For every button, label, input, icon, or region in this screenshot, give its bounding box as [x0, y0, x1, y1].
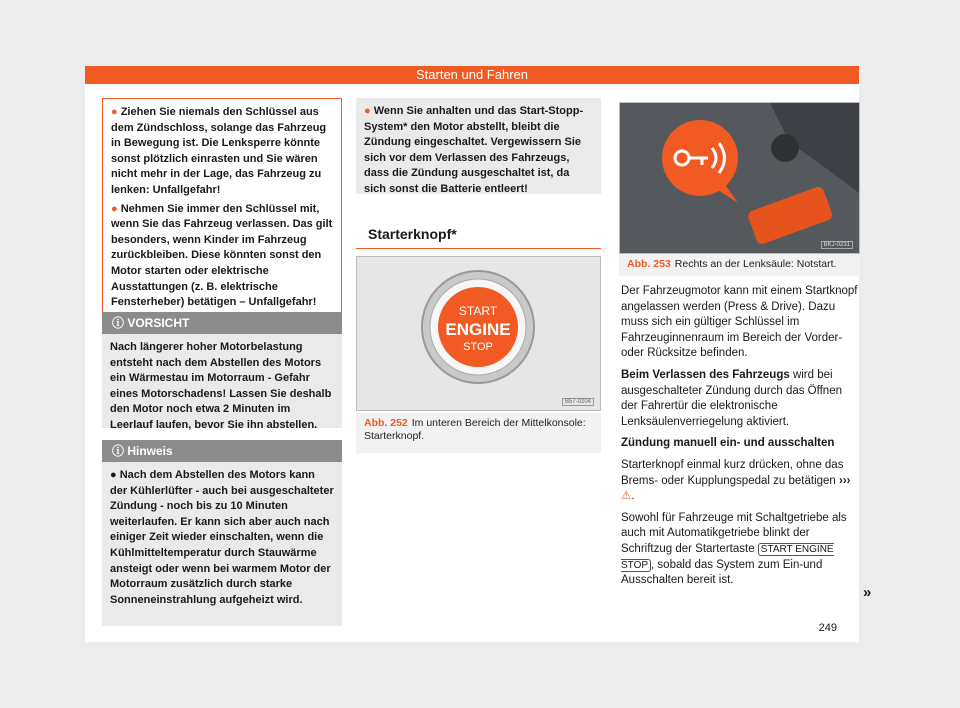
- button-text-start: START: [458, 304, 498, 318]
- paragraph: Der Fahrzeugmotor kann mit einem Startknopf angelassen werden (Press & Drive). Dazu muss sich ein gültiger Schlüssel im Fahrzeuginnenraum im Bereich der Vorder- oder Rücksitze befinden.: [621, 285, 858, 360]
- note-box: [102, 440, 342, 626]
- body-text: [621, 284, 861, 595]
- figure-emergency-start: [619, 102, 860, 254]
- warning-item: ● Ziehen Sie niemals den Schlüssel aus dem Zündschloss, solange das Fahrzeug in Bewegung ist. Die Lenksperre könnte sonst plötzlich einrasten und Sie wären nicht mehr in der Lage, das Fahrzeug zu lenken: Unfallgefahr!: [111, 106, 327, 196]
- cross-reference-link[interactable]: ›››: [839, 474, 851, 487]
- caution-text: Nach längerer hoher Motorbelastung entsteht nach dem Abstellen des Motors ein Wärmestau im Motorraum - Gefahr eines Motorschadens! Lassen Sie deshalb den Motor noch etwa 2 Minuten im Leerlauf laufen, bevor Sie ihn abstellen.: [110, 341, 332, 431]
- info-icon: ⓘ: [112, 316, 128, 330]
- paragraph: Sowohl für Fahrzeuge mit Schaltgetriebe als auch mit Automatikgetriebe blinkt der Schriftzug der Startertaste START ENGINE STOP , sobald das System zum Ein-und Ausschalten bereit ist.: [621, 511, 847, 587]
- button-text-stop: STOP: [463, 341, 493, 353]
- figure-tag: B57-0204: [562, 398, 594, 406]
- paragraph: Starterknopf einmal kurz drücken, ohne das Brems- oder Kupplungspedal zu betätigen ››› ⚠.: [621, 458, 851, 503]
- bullet-icon: ●: [364, 105, 374, 117]
- figure-caption: Abb. 252 Im unteren Bereich der Mittelkonsole: Starterknopf.: [356, 413, 601, 453]
- continue-mark: »: [863, 584, 872, 601]
- note-title: ⓘ Hinweis: [102, 440, 342, 462]
- manual-page: [85, 66, 872, 642]
- figure-tag: BKJ-0231: [821, 241, 853, 249]
- warning-box: [102, 98, 342, 330]
- paragraph: Beim Verlassen des Fahrzeugs wird bei ausgeschalteter Zündung durch das Öffnen der Fahrertür die elektronische Lenksäulenverriegelung aktiviert.: [621, 368, 842, 428]
- warning-item: ● Nehmen Sie immer den Schlüssel mit, wenn Sie das Fahrzeug verlassen. Das gilt besonders, wenn Kinder im Fahrzeug zurückbleiben. Diese könnten sonst den Motor starten oder elektrische Ausstattungen (z. B. elektrische Fensterheber) betätigen – Unfallgefahr!: [111, 202, 333, 309]
- bullet-icon: ●: [111, 202, 121, 215]
- figure-starter-button: [356, 256, 601, 411]
- page-number: 249: [818, 622, 837, 634]
- bullet-icon: ●: [110, 469, 120, 481]
- section-title: Starterknopf*: [356, 226, 601, 249]
- bullet-icon: ●: [111, 106, 121, 118]
- subheading: Zündung manuell ein- und ausschalten: [621, 437, 835, 450]
- start-button-illustration: [357, 257, 600, 410]
- start-engine-stop-key: START ENGINE STOP: [621, 543, 834, 571]
- note-text: ● Nach dem Abstellen des Motors kann der Kühlerlüfter - auch bei ausgeschalteter Zündung - noch bis zu 10 Minuten weiterlaufen. Er kann sich aber auch nach einiger Zeit wieder einschalten, wenn die Kühlmitteltemperatur durch Stauwärme ansteigt oder wenn bei warmem Motor der Motorraum zusätzlich durch starke Sonneneinstrahlung aufgeheizt wird.: [110, 469, 334, 606]
- emergency-start-illustration: [620, 103, 859, 253]
- caution-box: [102, 312, 342, 431]
- page-header: Starten und Fahren: [85, 66, 859, 84]
- warning-triangle-icon: ⚠: [621, 490, 632, 503]
- info-icon: ⓘ: [112, 444, 128, 458]
- button-text-engine: ENGINE: [445, 320, 511, 339]
- caution-title: ⓘ VORSICHT: [102, 312, 342, 334]
- start-stop-warning: ● Wenn Sie anhalten und das Start-Stopp-System* den Motor abstellt, bleibt die Zündung eingeschaltet. Vergewissern Sie sich vor dem Verlassen des Fahrzeugs, dass die Zündung ausgeschaltet ist, da sich sonst die Batterie entleert!: [356, 98, 601, 194]
- figure-caption: Abb. 253 Rechts an der Lenksäule: Notstart.: [619, 254, 860, 276]
